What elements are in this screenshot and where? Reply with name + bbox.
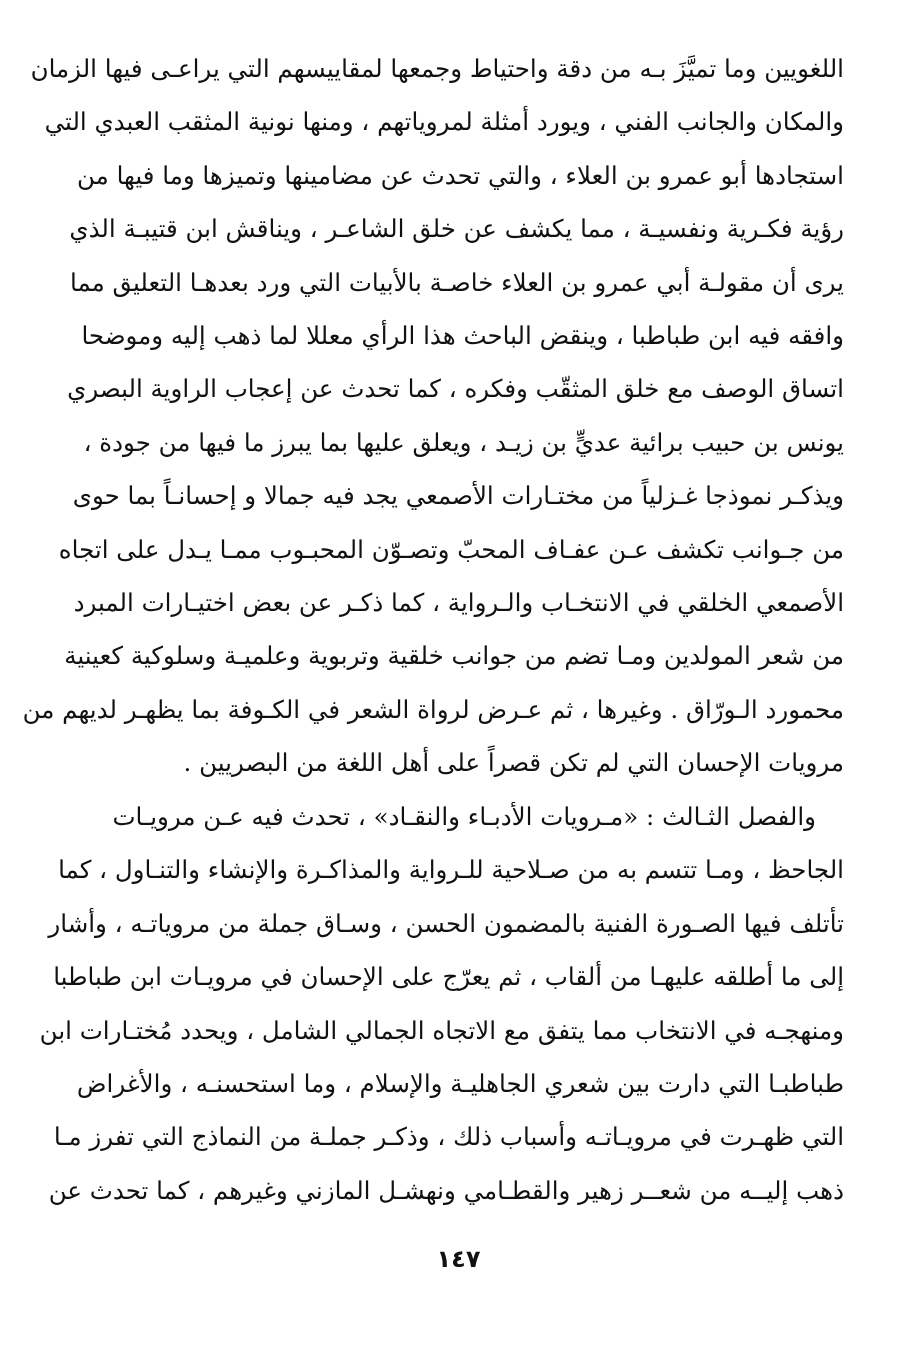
text-line: اتساق الوصف مع خلق المثقّب وفكره ، كما تحدث عن إعجاب الراوية البصري [67, 374, 844, 404]
text-line: والمكان والجانب الفني ، ويورد أمثلة لمروياتهم ، ومنها نونية المثقب العبدي التي [44, 107, 844, 137]
text-line: ذهب إليــه من شعــر زهير والقطـامي ونهشـل المازني وغيرهم ، كما تحدث عن [48, 1175, 844, 1205]
text-line: ومنهجـه في الانتخاب مما يتفق مع الاتجاه الجمالي الشامل ، ويحدد مُختـارات ابن [39, 1015, 844, 1045]
text-line: والفصل الثـالث : «مـرويات الأدبـاء والنقـاد» ، تحدث فيه عـن مرويـات [112, 802, 816, 831]
text-line: من جـوانب تكشف عـن عفـاف المحبّ وتصـوّن المحبـوب ممـا يـدل على اتجاه [58, 534, 844, 564]
text-line: تأتلف فيها الصـورة الفنية بالمضمون الحسن ، وسـاق جملة من مروياتـه ، وأشار [48, 908, 844, 938]
text-line: رؤية فكـرية ونفسيـة ، مما يكشف عن خلق الشاعـر ، ويناقش ابن قتيبـة الذي [69, 214, 844, 244]
text-line: ويذكـر نموذجا غـزلياً من مختـارات الأصمعي يجد فيه جمالا و إحسانـاً بما حوى [72, 481, 844, 511]
page-number: ١٤٧ [436, 1245, 481, 1273]
text-line: استجادها أبو عمرو بن العلاء ، والتي تحدث عن مضامينها وتميزها وما فيها من [77, 160, 844, 190]
text-line: وافقه فيه ابن طباطبا ، وينقض الباحث هذا الرأي معللا لما ذهب إليه وموضحا [81, 320, 844, 350]
text-line: الجاحظ ، ومـا تتسم به من صـلاحية للـرواية والمذاكـرة والإنشاء والتنـاول ، كما [58, 855, 844, 885]
paragraph-1 [22, 42, 844, 789]
text-line: يونس بن حبيب برائية عديٍّ بن زيـد ، ويعلق عليها بما يبرز ما فيها من جودة ، [83, 427, 844, 457]
text-line: الأصمعي الخلقي في الانتخـاب والـرواية ، كما ذكـر عن بعض اختيـارات المبرد [73, 587, 844, 617]
text-line: مرويات الإحسان التي لم تكن قصراً على أهل اللغة من البصريين . [183, 748, 844, 778]
text-line: من شعر المولدين ومـا تضم من جوانب خلقية وتربوية وعلميـة وسلوكية كعينية [64, 641, 844, 671]
text-line: محمورد الـورّاق . وغيرها ، ثم عـرض لرواة الشعر في الكـوفة بما يظهـر لديهم من [22, 694, 844, 724]
text-line: طباطبـا التي دارت بين شعري الجاهليـة والإسلام ، وما استحسنـه ، والأغراض [76, 1068, 844, 1098]
text-line: يرى أن مقولـة أبي عمرو بن العلاء خاصـة بالأبيات التي ورد بعدهـا التعليق مما [70, 267, 844, 297]
paragraph-2 [39, 790, 844, 1217]
text-line: التي ظهـرت في مرويـاتـه وأسباب ذلك ، وذكـر جملـة من النماذج التي تفرز مـا [53, 1122, 844, 1152]
text-line: اللغويين وما تميَّزَ بـه من دقة واحتياط وجمعها لمقاييسهم التي يراعـى فيها الزمان [30, 54, 844, 83]
text-line: إلى ما أطلقه عليهـا من ألقاب ، ثم يعرّج على الإحسان في مرويـات ابن طباطبا [53, 962, 844, 992]
